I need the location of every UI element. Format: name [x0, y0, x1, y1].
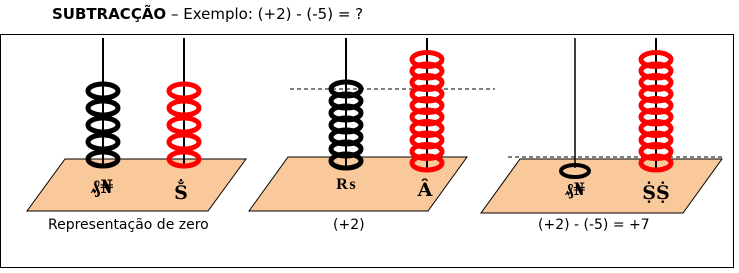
base-plate	[481, 159, 722, 213]
title-operation: SUBTRACÇÃO	[52, 5, 167, 23]
base-plate	[27, 159, 246, 211]
panel-zero	[27, 38, 246, 211]
base-glyph: ₰₦	[90, 176, 114, 198]
base-glyph: Â	[417, 179, 433, 201]
caption-result: (+2) - (-5) = +7	[538, 217, 650, 233]
base-glyph: ₨	[336, 174, 356, 193]
caption-zero: Representação de zero	[48, 217, 209, 233]
base-glyph: Ṧ	[174, 182, 188, 204]
panel-result	[481, 38, 722, 213]
caption-plus-two: (+2)	[333, 217, 365, 233]
panel-plus-two	[249, 38, 495, 211]
base-glyph: ₰₦	[564, 180, 586, 200]
title-example: – Exemplo: (+2) - (-5) = ?	[166, 5, 364, 23]
base-glyph: ṨṨ	[642, 182, 670, 204]
